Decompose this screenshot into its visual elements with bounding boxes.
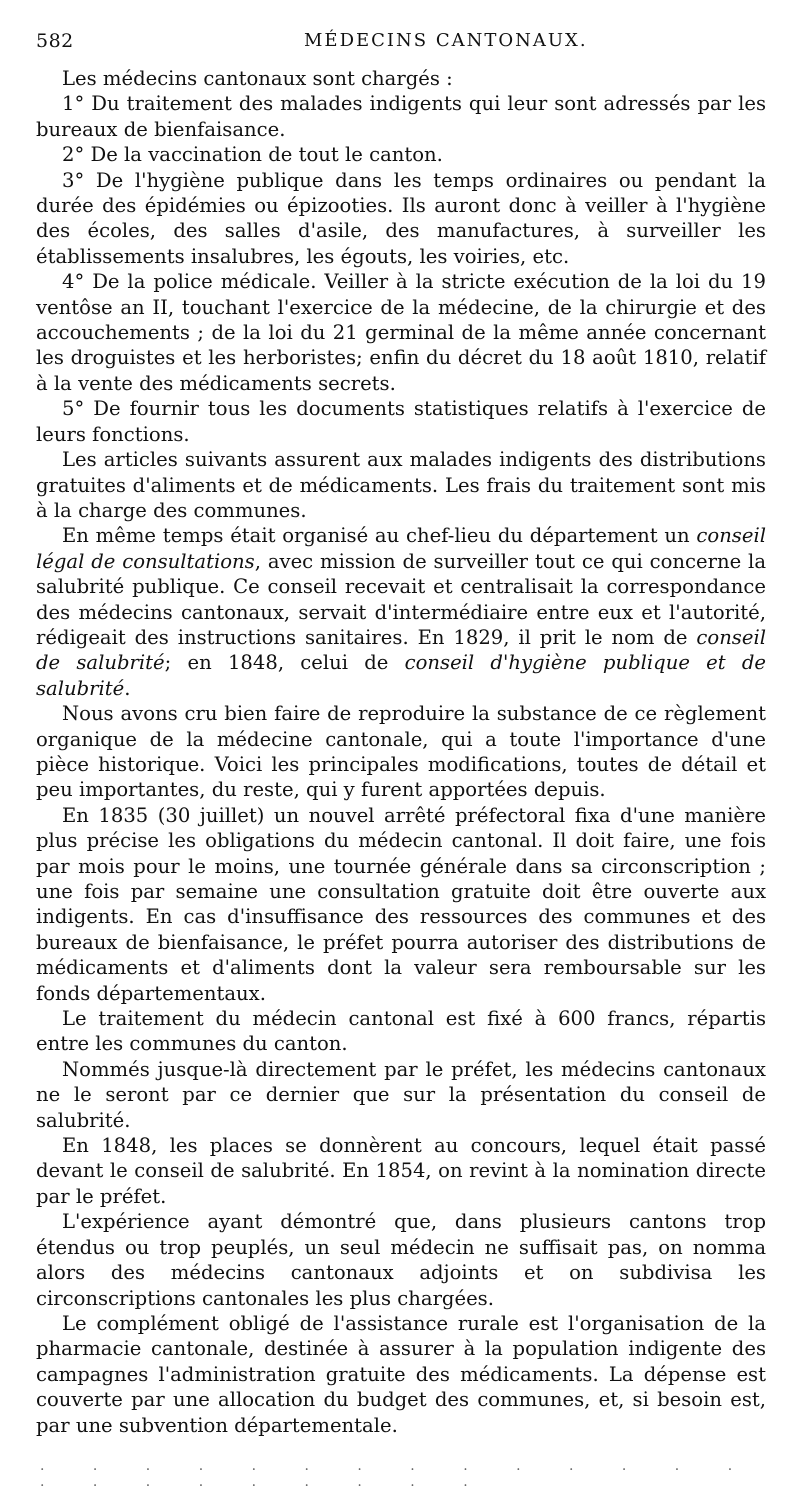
paragraph: 4° De la police médicale. Veiller à la stricte exécution de la loi du 19 ventôse an II, touchant l'exercice de la médecine, de la chirurgie et des accouchements ; de la loi du 21 germinal de la même année concernant les droguistes et les herboristes; enfin du décret du 18 août 1810, relatif à la vente des médicaments secrets. — [36, 270, 766, 395]
paragraph: 1° Du traitement des malades indigents qui leur sont adressés par les bureaux de bienfaisance. — [36, 92, 766, 141]
paragraph: Le traitement du médecin cantonal est fixé à 600 francs, répartis entre les communes du canton. — [36, 1007, 766, 1056]
page-header — [36, 30, 766, 60]
paragraph: Nous avons cru bien faire de reproduire la substance de ce règlement organique de la médecine cantonale, qui a toute l'importance d'une pièce historique. Voici les principales modifications, toutes de détail et peu importantes, du reste, qui y furent apportées depuis. — [36, 702, 766, 802]
paragraph: Le complément obligé de l'assistance rurale est l'organisation de la pharmacie cantonale, destinée à assurer à la population indigente des campagnes l'administration gratuite des médicaments. La dépense est couverte par une allocation du budget des communes, et, si besoin est, par une subvention départementale. — [36, 1311, 766, 1437]
body-text — [36, 66, 766, 1438]
paragraph: 3° De l'hygiène publique dans les temps ordinaires ou pendant la durée des épidémies ou épizooties. Ils auront donc à veiller à l'hygiène des écoles, des salles d'asile, des manufactures, à surveiller les établissements insalubres, les égouts, les voiries, etc. — [36, 168, 766, 268]
paragraph: L'expérience ayant démontré que, dans plusieurs cantons trop étendus ou trop peuplés, un seul médecin ne suffisait pas, on nomma alors des médecins cantonaux adjoints et on subdivisa les circonscriptions cantonales les plus chargées. — [36, 1210, 766, 1310]
paragraph: 2° De la vaccination de tout le canton. — [62, 143, 443, 167]
page-number: 582 — [36, 30, 74, 52]
scan-artifact-dots: · · · · · · · · · · · · · · · · · · · · · · · — [40, 1462, 755, 1494]
paragraph: Les médecins cantonaux sont chargés : — [62, 67, 453, 90]
paragraph: En 1835 (30 juillet) un nouvel arrêté préfectoral fixa d'une manière plus précise les obligations du médecin cantonal. Il doit faire, une fois par mois pour le moins, une tournée générale dans sa circonscription ; une fois par semaine une consultation gratuite doit être ouverte aux indigents. En cas d'insuffisance des ressources des communes et des bureaux de bienfaisance, le préfet pourra autoriser des distributions de médicaments et d'aliments dont la valeur sera remboursable sur les fonds départementaux. — [36, 803, 766, 1005]
running-head: MÉDECINS CANTONAUX. — [304, 30, 588, 51]
italic-term: conseil d'hygiène publique et de salubrité — [36, 651, 766, 700]
paragraph: Nommés jusque-là directement par le préfet, les médecins cantonaux ne le seront par ce dernier que sur la présentation du conseil de salubrité. — [36, 1057, 766, 1132]
paragraph: En 1848, les places se donnèrent au concours, lequel était passé devant le conseil de salubrité. En 1854, on revint à la nomination directe par le préfet. — [36, 1134, 766, 1208]
italic-term: conseil de salubrité — [36, 625, 766, 675]
italic-term: conseil légal de consultations — [36, 524, 766, 573]
paragraph: Les articles suivants assurent aux malades indigents des distributions gratuites d'aliments et de médicaments. Les frais du traitement sont mis à la charge des communes. — [36, 448, 766, 522]
paragraph: En même temps était organisé au chef-lieu du département un conseil légal de consultations, avec mission de surveiller tout ce qui concerne la salubrité publique. Ce conseil recevait et centralisait la correspondance des médecins cantonaux, servait d'intermédiaire entre eux et l'autorité, rédigeait des instructions sanitaires. En 1829, il prit le nom de conseil de salubrité; en 1848, celui de conseil d'hygiène publique et de salubrité. — [36, 524, 766, 700]
paragraph: 5° De fournir tous les documents statistiques relatifs à l'exercice de leurs fonctions. — [36, 397, 766, 446]
